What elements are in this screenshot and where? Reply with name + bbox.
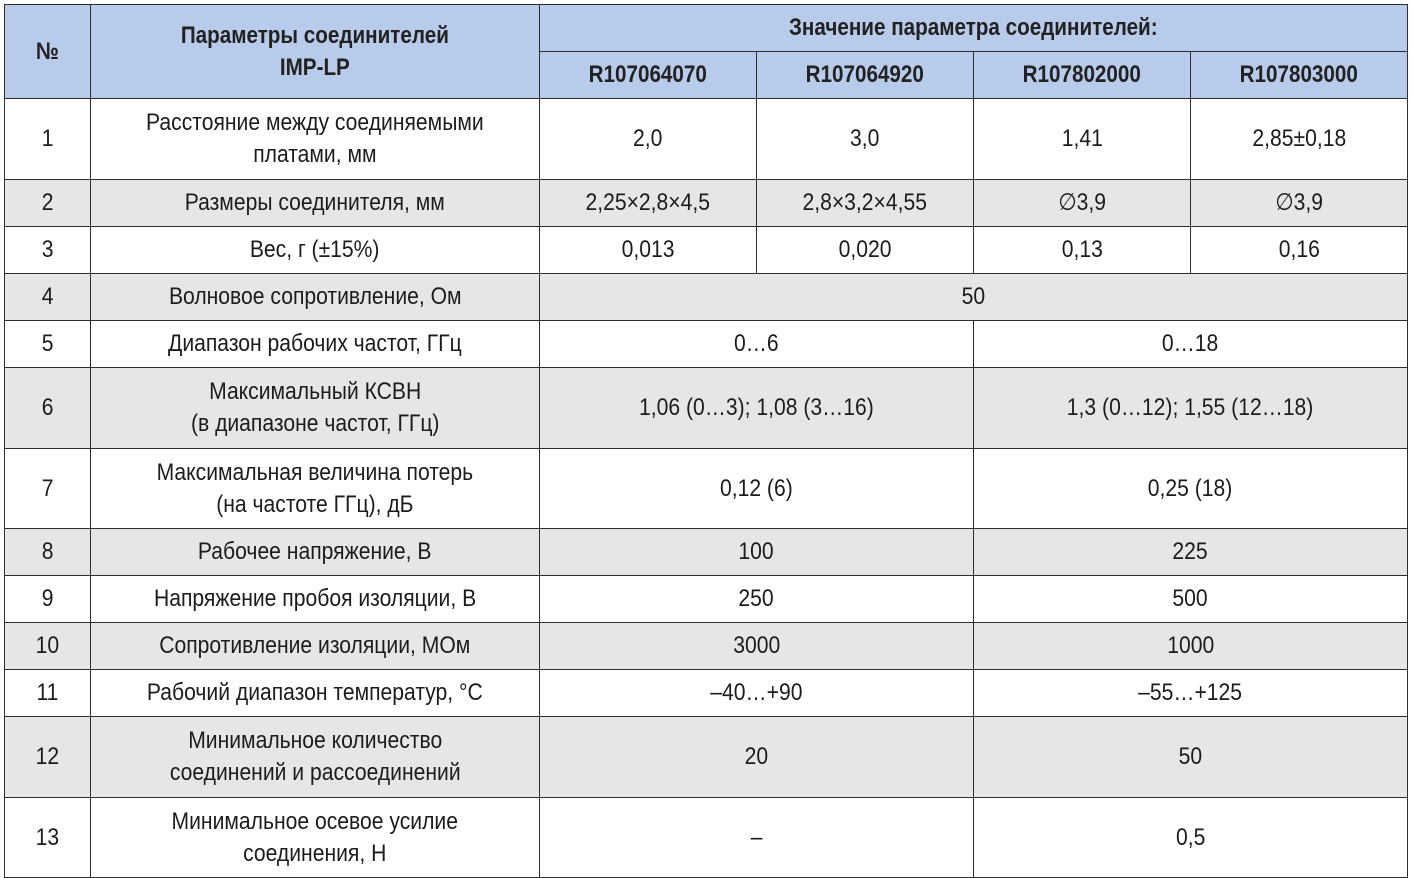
value-cell: 0,020 (757, 227, 974, 274)
row-number: 4 (5, 274, 91, 321)
row-number: 9 (5, 576, 91, 623)
value-cell: 0…18 (974, 321, 1408, 368)
table-row (5, 449, 1408, 529)
parameter-name: Максимальная величина потерь (на частоте ГГц), дБ (91, 449, 540, 529)
value-cell: 20 (540, 717, 974, 798)
header-model-2: R107064920 (757, 52, 974, 99)
table-row (5, 368, 1408, 449)
parameter-name: Рабочий диапазон температур, °С (91, 670, 540, 717)
value-cell: 50 (540, 274, 1408, 321)
header-model-4: R107803000 (1191, 52, 1408, 99)
table-row (5, 180, 1408, 227)
parameter-name: Волновое сопротивление, Ом (91, 274, 540, 321)
table-row (5, 798, 1408, 878)
parameter-name: Максимальный КСВН (в диапазоне частот, ГГц) (91, 368, 540, 449)
connector-spec-table (4, 4, 1408, 878)
row-number: 5 (5, 321, 91, 368)
header-parameters: Параметры соединителей IMP-LP (91, 5, 540, 99)
value-cell: ∅3,9 (974, 180, 1191, 227)
table-row (5, 717, 1408, 798)
table-row (5, 623, 1408, 670)
value-cell: 2,25×2,8×4,5 (540, 180, 757, 227)
value-cell: 0…6 (540, 321, 974, 368)
value-cell: 0,25 (18) (974, 449, 1408, 529)
table-row (5, 670, 1408, 717)
value-cell: –55…+125 (974, 670, 1408, 717)
value-cell: 100 (540, 529, 974, 576)
value-cell: 1,3 (0…12); 1,55 (12…18) (974, 368, 1408, 449)
value-cell: 3000 (540, 623, 974, 670)
parameter-name: Сопротивление изоляции, МОм (91, 623, 540, 670)
row-number: 7 (5, 449, 91, 529)
header-values: Значение параметра соединителей: (540, 5, 1408, 52)
table-row (5, 529, 1408, 576)
table-row (5, 274, 1408, 321)
value-cell: – (540, 798, 974, 878)
row-number: 13 (5, 798, 91, 878)
value-cell: 1,06 (0…3); 1,08 (3…16) (540, 368, 974, 449)
value-cell: 3,0 (757, 99, 974, 180)
row-number: 11 (5, 670, 91, 717)
value-cell: 1,41 (974, 99, 1191, 180)
value-cell: 2,8×3,2×4,55 (757, 180, 974, 227)
parameter-name: Размеры соединителя, мм (91, 180, 540, 227)
row-number: 10 (5, 623, 91, 670)
parameter-name: Напряжение пробоя изоляции, В (91, 576, 540, 623)
table-row (5, 321, 1408, 368)
value-cell: 0,013 (540, 227, 757, 274)
parameter-name: Диапазон рабочих частот, ГГц (91, 321, 540, 368)
value-cell: 0,16 (1191, 227, 1408, 274)
parameter-name: Вес, г (±15%) (91, 227, 540, 274)
value-cell: 500 (974, 576, 1408, 623)
value-cell: 50 (974, 717, 1408, 798)
row-number: 6 (5, 368, 91, 449)
row-number: 2 (5, 180, 91, 227)
value-cell: 250 (540, 576, 974, 623)
table-body (5, 99, 1408, 878)
value-cell: –40…+90 (540, 670, 974, 717)
parameter-name: Расстояние между соединяемыми платами, мм (91, 99, 540, 180)
value-cell: 2,0 (540, 99, 757, 180)
parameter-name: Рабочее напряжение, В (91, 529, 540, 576)
header-number: № (5, 5, 91, 99)
value-cell: 0,13 (974, 227, 1191, 274)
header-model-3: R107802000 (974, 52, 1191, 99)
row-number: 3 (5, 227, 91, 274)
row-number: 1 (5, 99, 91, 180)
header-model-1: R107064070 (540, 52, 757, 99)
row-number: 12 (5, 717, 91, 798)
value-cell: ∅3,9 (1191, 180, 1408, 227)
table-row (5, 227, 1408, 274)
value-cell: 2,85±0,18 (1191, 99, 1408, 180)
parameter-name: Минимальное осевое усилие соединения, Н (91, 798, 540, 878)
value-cell: 0,5 (974, 798, 1408, 878)
table-row (5, 576, 1408, 623)
parameter-name: Минимальное количество соединений и рассоединений (91, 717, 540, 798)
value-cell: 1000 (974, 623, 1408, 670)
table-row (5, 99, 1408, 180)
value-cell: 0,12 (6) (540, 449, 974, 529)
value-cell: 225 (974, 529, 1408, 576)
row-number: 8 (5, 529, 91, 576)
